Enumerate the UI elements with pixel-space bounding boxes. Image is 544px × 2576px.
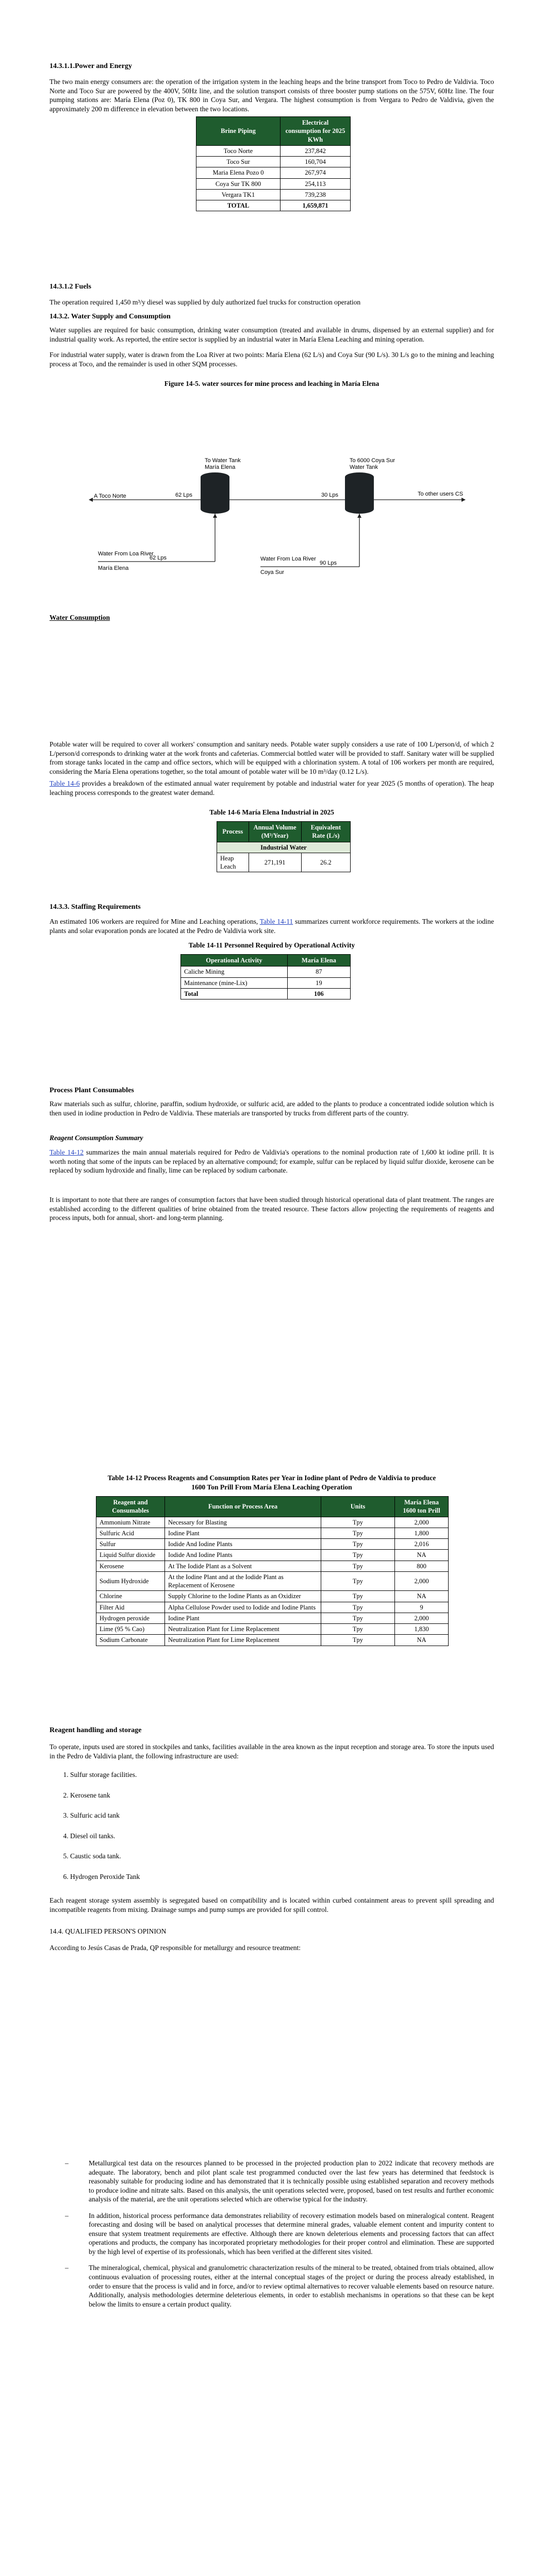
list-item: 1. Sulfur storage facilities.: [70, 1770, 515, 1780]
fuels-heading: 14.3.1.2 Fuels: [50, 283, 91, 291]
table-row: Hydrogen peroxide Iodine Plant Tpy 2,000: [96, 1613, 449, 1623]
staffing-heading: 14.3.3. Staffing Requirements: [50, 903, 141, 911]
consumables-heading: Process Plant Consumables: [50, 1087, 134, 1094]
table-row: Filter Aid Alpha Cellulose Powder used to Iodide and Iodine Plants Tpy 9: [96, 1602, 449, 1613]
water-paragraph-3: Potable water will be required to cover all workers' consumption and sanitary needs. Potable water supply considers a use rate of 100 L/person/d, of which 2 L/person/d corresponds to drinking water at the work fronts and cafeterias. Commercial bottled water will be provided to staff. Sanitary water will be supplied from storage tanks located in the camp and office sectors, which will be equipped with a chlorination system. A total of 106 workers per month are required, considering the María Elena operations together, so the total amount of potable water will be 10 m³/day (0.12 L/s).: [50, 740, 494, 775]
arrow-up-icon: [357, 514, 361, 518]
water-paragraph-4: Table 14-6 provides a breakdown of the estimated annual water requirement by potable and industrial water for year 2025 (5 months of operation). The heap leaching process corresponds to the greatest water demand.: [50, 779, 494, 796]
arrow-right-icon: [461, 498, 466, 502]
water-diagram: [83, 407, 474, 577]
label-tank1-b: María Elena: [205, 464, 236, 470]
opinion-bullets: [65, 2159, 494, 2316]
table-14-6-link[interactable]: Table 14-6: [50, 779, 80, 787]
label-other-users: To other users CS: [418, 491, 464, 497]
list-item: 3. Sulfuric acid tank: [70, 1811, 515, 1820]
table-row: Caliche Mining 87: [181, 967, 351, 977]
staffing-table-caption: Table 14-11 Personnel Required by Operational Activity: [188, 941, 355, 949]
staffing-paragraph: An estimated 106 workers are required for Mine and Leaching operations, Table 14-11 summarizes current workforce requirements. The workers at the iodine plants and solar evaporation ponds are located at the Pedro de Valdivia work site.: [50, 918, 494, 935]
table-row: Heap Leach 271,191 26.2: [217, 853, 351, 872]
table-row: Coya Sur TK 800 254,113: [196, 178, 351, 189]
storage-list: [50, 1770, 515, 1892]
table-14-12-link[interactable]: Table 14-12: [50, 1148, 84, 1156]
list-item: 4. Diesel oil tanks.: [70, 1832, 515, 1841]
power-col-consumption: Electrical consumption for 2025 KWh: [281, 117, 351, 146]
table-row: Sulfuric Acid Iodine Plant Tpy 1,800: [96, 1528, 449, 1538]
label-flow-2: 30 Lps: [321, 492, 339, 498]
label-toco: A Toco Norte: [94, 493, 126, 499]
table-row: Ammonium Nitrate Necessary for Blasting Tpy 2,000: [96, 1517, 449, 1528]
list-item: 5. Caustic soda tank.: [70, 1852, 515, 1861]
label-loa-2-b: Coya Sur: [260, 569, 284, 575]
power-paragraph: The two main energy consumers are: the operation of the irrigation system in the leaching heaps and the brine transport from Toco to Pedro de Valdivia. Toco Norte and Toco Sur are powered by the 400V, 50Hz line, and the solution transport consists of three booster pump stations on the 575V, 60Hz line. The four pumping stations are: María Elena (Poz 0), TK 800 in Coya Sur, and Vergara. The highest consumption is from Vergara to Pedro de Valdivia, given the approximately 200 m difference in elevation between the two locations.: [50, 78, 494, 113]
water-table-caption: Table 14-6 María Elena Industrial in 2025: [209, 808, 334, 816]
consumables-paragraph-3: It is important to note that there are ranges of consumption factors that have been studied through historical operational data of plant treatment. The ranges are established according to the different qualities of brine obtained from the treated resource. These factors allow projecting the requirements of reagents and process inputs, both for annual, short- and long-term planning.: [50, 1196, 494, 1222]
handling-paragraph-2: Each reagent storage system assembly is segregated based on compatibility and is located within curbed containment areas to prevent spill spreading and incompatible reagents from mixing. Drainage sumps and pump sumps are provided for spill control.: [50, 1896, 494, 1913]
water-heading: 14.3.2. Water Supply and Consumption: [50, 313, 171, 320]
table-row: Sodium Hydroxide At the Iodine Plant and at the Iodide Plant as Replacement of Kerosene Tpy 2,000: [96, 1571, 449, 1591]
fuels-paragraph: The operation required 1,450 m³/y diesel was supplied by duly authorized fuel trucks for construction operation: [50, 298, 361, 306]
opinion-paragraph: According to Jesús Casas de Prada, QP responsible for metallurgy and resource treatment:: [50, 1944, 301, 1952]
water-paragraph-1: Water supplies are required for basic consumption, drinking water consumption (treated and available in drums, dispensed by an external supplier) and for industrial quality work. As reported, the entire sector is supplied by an industrial water in María Elena Leaching and mining operation.: [50, 326, 494, 343]
label-loa-1-b: María Elena: [98, 565, 129, 571]
power-table: [196, 116, 351, 211]
consumables-paragraph-1: Raw materials such as sulfur, chlorine, paraffin, sodium hydroxide, or sulfuric acid, are added to the plants to produce a concentrated iodide solution which is then used in iodine production in Pedro de Valdivia. These materials are transported by trucks from different parts of the country.: [50, 1100, 494, 1117]
table-row: Sodium Carbonate Neutralization Plant for Lime Replacement Tpy NA: [96, 1635, 449, 1646]
power-col-piping: Brine Piping: [196, 117, 281, 146]
table-row: Toco Norte 237,842: [196, 145, 351, 156]
label-loa-1-a: Water From Loa River: [98, 551, 154, 557]
consumables-paragraph-2: Table 14-12 summarizes the main annual materials required for Pedro de Valdivia's operations to the nominal production rate of 1,600 kt iodine prill. It is worth noting that some of the inputs can be replaced by an alternative compound; for example, sulfur can be replaced by liquid sulfur dioxide, kerosene can be replaced by sodium hydroxide and finally, lime can be replaced by sodium carbonate.: [50, 1148, 494, 1175]
tank-coya-sur: [345, 477, 374, 509]
water-paragraph-2: For industrial water supply, water is drawn from the Loa River at two points: María Elena (62 L/s) and Coya Sur (90 L/s). 30 L/s go to the mining and leaching process at Toco, and the remainder is used in other SQM processes.: [50, 351, 494, 368]
arrow-left-icon: [89, 498, 93, 502]
table-row: Lime (95 % Cao) Neutralization Plant for Lime Replacement Tpy 1,830: [96, 1624, 449, 1635]
opinion-heading: 14.4. QUALIFIED PERSON'S OPINION: [50, 1927, 167, 1935]
label-flow-3: 62 Lps: [150, 555, 167, 561]
table-row: Kerosene At The Iodide Plant as a Solvent Tpy 800: [96, 1561, 449, 1571]
tank-maria-elena: [201, 477, 229, 509]
reagent-table-caption-1: Table 14-12 Process Reagents and Consumption Rates per Year in Iodine plant of Pedro de Valdivia to produce: [107, 1474, 436, 1482]
water-figure-caption: Figure 14-5. water sources for mine process and leaching in María Elena: [164, 380, 380, 387]
table-row: Vergara TK1 739,238: [196, 189, 351, 200]
table-row: Chlorine Supply Chlorine to the Iodine Plants as an Oxidizer Tpy NA: [96, 1591, 449, 1602]
label-flow-1: 62 Lps: [175, 492, 193, 498]
reagent-table: Reagent and Consumables Function or Process Area Units María Elena 1600 ton Prill Ammonium Nitrate Necessary for Blasting Tpy 2,000 Sulfuric Acid Iodine Plant Tpy 1,800 Sulfur Iodide And Iodine Plants Tpy 2,016 Liquid Sulfur dioxide Iodide And Iodine Plants Tpy NA Kerosene At The Iodide Plant as a Solvent Tpy 800 Sodium Hydroxide At the Iodine Plant and at the Iodide Plant as Replacement of Kerosene Tpy 2,000 Chlorine Supply Chlorine to the Iodine Plants as an Oxidizer Tpy NA Filter Aid Alpha Cellulose Powder used to Iodide and Iodine Plants Tpy 9 Hydrogen peroxide Iodine Plant Tpy 2,000 Lime (95 % Cao) Neutralization Plant for Lime Replacement Tpy 1,830 Sodium Carbonate Neutralization Plant for Lime Replacement Tpy NA: [96, 1496, 449, 1646]
list-item: 2. Kerosene tank: [70, 1791, 515, 1800]
handling-paragraph: To operate, inputs used are stored in stockpiles and tanks, facilities available in the area known as the input reception and storage area. To store the inputs used in the Pedro de Valdivia plant, the following infrastructure are used:: [50, 1743, 494, 1760]
label-loa-2-a: Water From Loa River: [260, 556, 316, 562]
staffing-table: Operational Activity María Elena Caliche Mining 87 Maintenance (mine-Lix) 19 Total 106: [180, 954, 351, 999]
reagent-table-caption-2: 1600 Ton Prill From María Elena Leaching Operation: [191, 1483, 352, 1491]
power-heading: 14.3.1.1.Power and Energy: [50, 62, 132, 70]
reagent-summary-heading: Reagent Consumption Summary: [50, 1134, 143, 1142]
label-tank1-a: To Water Tank: [205, 457, 241, 464]
water-consumption-heading: Water Consumption: [50, 614, 110, 621]
list-item: – In addition, historical process performance data demonstrates reliability of recovery estimation models based on mineralogical content. Reagent forecasting and dosing will be based on analytical processes that determine mineral grades, valuable element content and impurity content to ensure that system treatment requirements are effective. Although there are known deleterious elements and processing factors that can affect operations and products, the company has incorporated proprietary methodologies for their proper control and elimination. These are supported by the high level of expertise of its professionals, which has been verified at the different sites visited.: [65, 2211, 494, 2256]
table-row: Maintenance (mine-Lix) 19: [181, 977, 351, 988]
list-item: – The mineralogical, chemical, physical and granulometric characterization results of the mineral to be treated, obtained from trials obtained, allow continuous evaluation of processing routes, either at the internal conceptual stages of the project or during the process already established, in order to ensure that the process is valid and in force, and/or to review optimal alternatives to recover valuable elements based on resource nature. Additionally, analysis methodologies determine deleterious elements, in order to establish mechanisms in operations so that these can be kept below the limits to ensure a certain product quality.: [65, 2264, 494, 2308]
table-row: Maria Elena Pozo 0 267,974: [196, 167, 351, 178]
handling-heading: Reagent handling and storage: [50, 1726, 142, 1734]
table-row: Sulfur Iodide And Iodine Plants Tpy 2,016: [96, 1539, 449, 1550]
list-item: 6. Hydrogen Peroxide Tank: [70, 1872, 515, 1882]
water-table: Process Annual Volume (M³/Year) Equivalent Rate (L/s) Industrial Water Heap Leach 271,191 26.2: [217, 821, 351, 872]
label-flow-4: 90 Lps: [320, 560, 337, 566]
arrow-up-icon: [213, 514, 217, 518]
table-14-11-link[interactable]: Table 14-11: [259, 918, 293, 925]
table-row: Toco Sur 160,704: [196, 157, 351, 167]
list-item: – Metallurgical test data on the resources planned to be processed in the projected production plan to 2022 indicate that recovery methods are adequate. The laboratory, bench and pilot plant scale test programmed conducted over the last few years has determined that feedstock is reasonably suitable for producing iodine and has demonstrated that it is technically possible using established separation and recovery methods to produce iodine and nitrate salts. Based on this analysis, the unit operations selected were, proposed, based on test results and further economic analysis of the material, are the unit operations selected which are otherwise typical for the industry.: [65, 2159, 494, 2204]
table-row: Liquid Sulfur dioxide Iodide And Iodine Plants Tpy NA: [96, 1550, 449, 1561]
table-total-row: Total 106: [181, 988, 351, 999]
label-tank2-a: To 6000 Coya Sur: [350, 457, 395, 464]
table-total-row: TOTAL 1,659,871: [196, 200, 351, 211]
label-tank2-b: Water Tank: [350, 464, 378, 470]
